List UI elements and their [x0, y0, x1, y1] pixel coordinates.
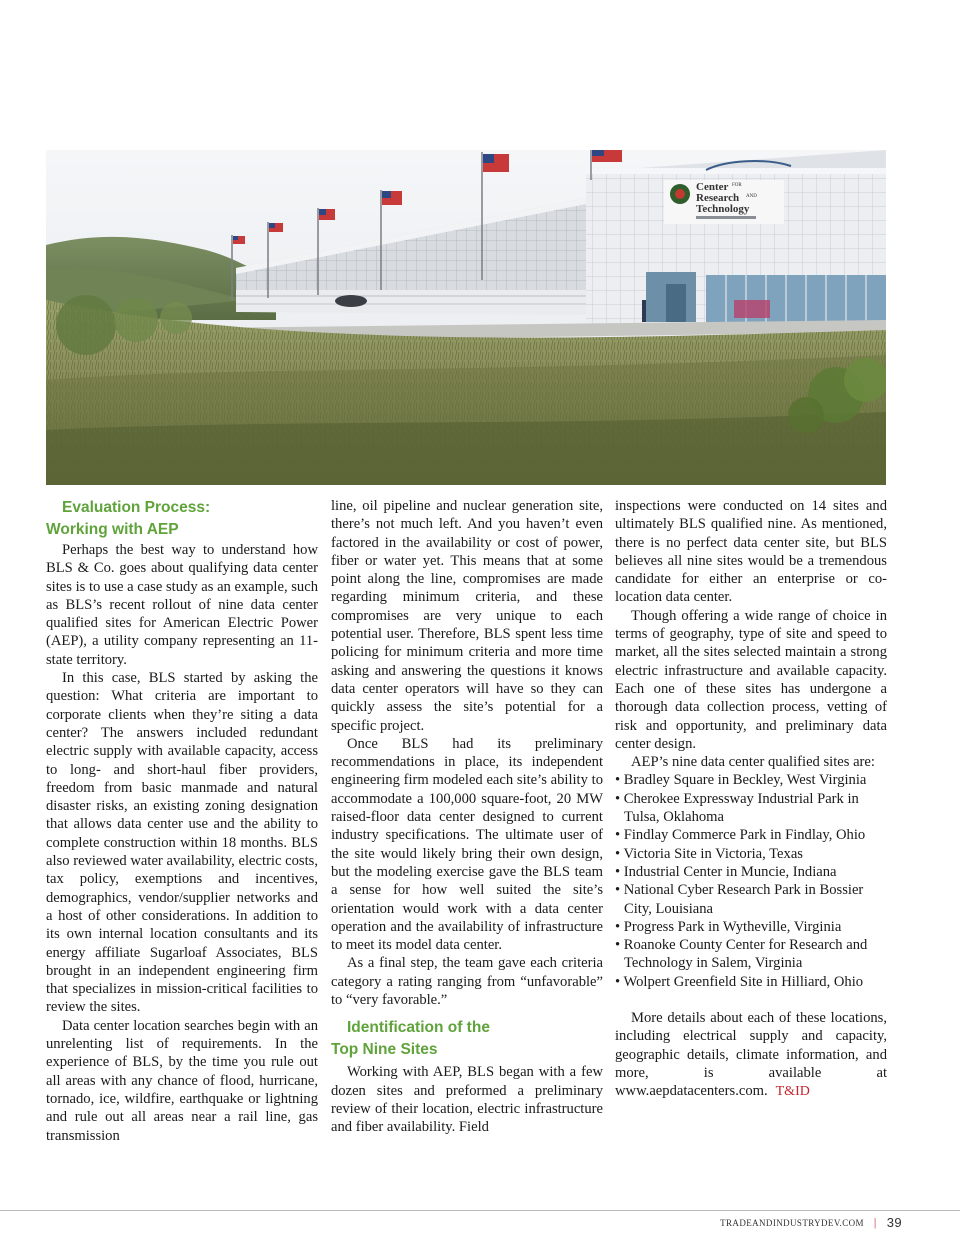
- paragraph: inspections were conducted on 14 sites and ultimately BLS qualified nine. As mentioned, there is no perfect data center site, but BLS believes all nine sites would be a tremendous candidate for either an enterprise or co-location data center.: [615, 498, 887, 606]
- paragraph: Perhaps the best way to understand how BLS & Co. goes about qualifying data center sites is to use a case study as an example, such as BLS’s recent rollout of nine data center qualified sites for American Electric Power (AEP), a utility company representing an 11-state territory.: [46, 542, 318, 668]
- column-2: [331, 497, 603, 1137]
- list-item: • Bradley Square in Beckley, West Virginia: [615, 771, 887, 789]
- section-heading-evaluation: [46, 497, 318, 541]
- footer-divider: [0, 1210, 960, 1211]
- list-item: • Roanoke County Center for Research and Technology in Salem, Virginia: [615, 936, 887, 973]
- sign-text-research: Research: [696, 192, 740, 204]
- column-1: [46, 497, 318, 1145]
- data-center-rendering: [46, 150, 886, 485]
- heading-line: Evaluation Process:: [62, 499, 211, 516]
- page-footer: [720, 1215, 902, 1230]
- sign-text-for: FOR: [732, 183, 742, 188]
- sign-text-and: AND: [746, 194, 757, 199]
- list-item: • Findlay Commerce Park in Findlay, Ohio: [615, 826, 887, 844]
- paragraph: In this case, BLS started by asking the question: What criteria are important to corporate clients when they’re siting a data center? The answers included redundant electric supply with available capacity, access to long- and short-haul fiber providers, freedom from basic manmade and natural disaster risks, an existing zoning designation that allows data center use and the ability to complete construction within 18 months. BLS also reviewed water availability, electric costs, tax policy, exemptions and incentives, demographics, vendor/supplier networks and a host of other considerations. In addition to its own internal location consultants and its energy affiliate Sugarloaf Associates, BLS brought in an independent engineering firm that specializes in mission-critical facilities to review the sites.: [46, 670, 318, 1016]
- paragraph: AEP’s nine data center qualified sites are:: [631, 754, 875, 771]
- sign-text-center: Center: [696, 181, 729, 193]
- hero-image: [46, 150, 886, 485]
- section-heading-top-nine: [331, 1017, 603, 1061]
- list-item: • National Cyber Research Park in Bossier City, Louisiana: [615, 881, 887, 918]
- footer-separator: |: [873, 1215, 877, 1229]
- list-item: • Industrial Center in Muncie, Indiana: [615, 863, 887, 881]
- list-item: • Victoria Site in Victoria, Texas: [615, 845, 887, 863]
- paragraph: Working with AEP, BLS began with a few dozen sites and preformed a preliminary review of their location, electric infrastructure and fiber availability. Field: [331, 1064, 603, 1136]
- list-item: • Cherokee Expressway Industrial Park in Tulsa, Oklahoma: [615, 790, 887, 827]
- heading-line: Top Nine Sites: [331, 1041, 438, 1059]
- paragraph: As a final step, the team gave each criteria category a rating ranging from “unfavorable” to “very favorable.”: [331, 955, 603, 1009]
- paragraph: [615, 1009, 887, 1101]
- paragraph: Once BLS had its preliminary recommendations in place, its independent engineering firm modeled each site’s ability to accommodate a 100,000 square-foot, 20 MW raised-floor data center designed to current industry specifications. The ultimate user of the site would likely bring their own design, but the modeling exercise gave the BLS team a sense for how well suited the site’s orientation would work with a data center operation and the availability of infrastructure to meet its model data center.: [331, 735, 603, 954]
- heading-line: Identification of the: [347, 1019, 490, 1037]
- closing-text: More details about each of these locations, including electrical supply and capacity, geographic details, climate information, and more, is available at www.aepdatacenters.com.: [615, 1010, 887, 1100]
- paragraph: Data center location searches begin with an unrelenting list of requirements. In the experience of BLS, by the time you rule out all areas with any chance of flood, hurricane, tornado, ice, wildfire, earthquake or lightning and rule out all areas near a rail line, gas transmission: [46, 1017, 318, 1144]
- column-3: [615, 497, 887, 1102]
- paragraph: Though offering a wide range of choice in terms of geography, type of site and speed to market, all the sites selected maintain a strong electric infrastructure and available capacity. Each one of these sites has undergone a thorough data collection process, vetting of risk and opportunity, and preliminary data center design.: [615, 607, 887, 752]
- site-list: [615, 771, 887, 991]
- footer-site-url: TRADEANDINDUSTRYDEV.COM: [720, 1217, 864, 1228]
- page-number: 39: [886, 1215, 902, 1230]
- list-item: • Progress Park in Wytheville, Virginia: [615, 918, 887, 936]
- list-item: • Wolpert Greenfield Site in Hilliard, Ohio: [615, 973, 887, 991]
- sign-text-technology: Technology: [696, 203, 750, 215]
- heading-line: Working with AEP: [46, 521, 179, 538]
- paragraph: line, oil pipeline and nuclear generation site, there’s not much left. And you haven’t even factored in the availability or cost of power, fiber or water yet. This means that at some point along the line, compromises are made regarding minimum criteria, and these compromises are very unique to each potential user. Therefore, BLS spent less time policing for minimum criteria and more time asking and answering the questions it knows data center operators will have so they can quickly assess the site’s potential for a specific project.: [331, 498, 603, 734]
- end-mark: T&ID: [775, 1084, 810, 1100]
